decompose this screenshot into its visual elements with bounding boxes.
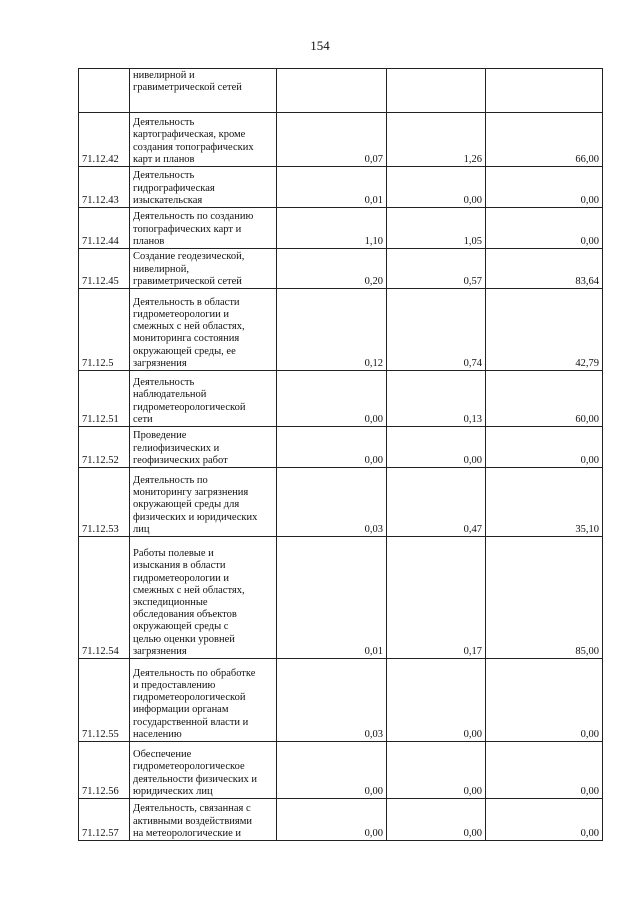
value-cell-1: 0,00 (277, 742, 387, 799)
value-cell-2 (387, 69, 486, 113)
table-row (79, 659, 603, 742)
description-line: юридических лиц (133, 785, 213, 797)
okved-code-cell (79, 69, 130, 113)
table-row (79, 113, 603, 167)
activity-description-cell (130, 371, 277, 427)
value-cell-1: 0,01 (277, 167, 387, 208)
table-row (79, 167, 603, 208)
value-cell-3: 42,79 (486, 289, 603, 371)
description-line: гравиметрической сетей (133, 275, 242, 287)
description-line: изыскательская (133, 194, 203, 206)
description-line: Деятельность (133, 117, 195, 129)
value-cell-2: 0,00 (387, 799, 486, 841)
description-line: загрязнения (133, 645, 187, 657)
okved-code-cell: 71.12.56 (79, 742, 130, 799)
value-cell-1: 0,00 (277, 427, 387, 468)
description-line: мониторинга состояния (133, 333, 240, 345)
value-cell-3: 0,00 (486, 659, 603, 742)
value-cell-2: 0,00 (387, 167, 486, 208)
description-line: Деятельность (133, 377, 195, 389)
value-cell-3: 0,00 (486, 167, 603, 208)
value-cell-2: 1,26 (387, 113, 486, 167)
value-cell-2: 0,57 (387, 249, 486, 289)
value-cell-3: 0,00 (486, 427, 603, 468)
description-line: окружающей среды для (133, 499, 240, 511)
table-row (79, 742, 603, 799)
value-cell-2: 0,74 (387, 289, 486, 371)
description-line: смежных с ней областях, (133, 321, 245, 333)
activity-description-cell (130, 167, 277, 208)
value-cell-1: 0,07 (277, 113, 387, 167)
description-line: Деятельность в области (133, 296, 240, 308)
value-cell-2: 0,47 (387, 468, 486, 537)
value-cell-2: 0,00 (387, 659, 486, 742)
okved-code-cell: 71.12.52 (79, 427, 130, 468)
description-line: Деятельность по (133, 474, 208, 486)
value-cell-3 (486, 69, 603, 113)
description-line: окружающей среды с (133, 621, 229, 633)
description-line: загрязнения (133, 357, 187, 369)
description-line: геофизических работ (133, 454, 228, 466)
value-cell-2: 1,05 (387, 208, 486, 249)
description-line: смежных с ней областях, (133, 584, 245, 596)
value-cell-2: 0,00 (387, 427, 486, 468)
okved-code-cell: 71.12.5 (79, 289, 130, 371)
okved-code-cell: 71.12.57 (79, 799, 130, 841)
description-line: Деятельность по созданию (133, 211, 254, 223)
okved-code-cell: 71.12.51 (79, 371, 130, 427)
description-line: государственной власти и (133, 716, 249, 728)
description-line: Работы полевые и (133, 548, 214, 560)
activity-description-cell (130, 113, 277, 167)
table-row (79, 289, 603, 371)
table-row (79, 249, 603, 289)
classification-table (78, 68, 603, 841)
description-line: гравиметрической сетей (133, 82, 242, 94)
description-line: обследования объектов (133, 609, 237, 621)
description-line: информации органам (133, 704, 229, 716)
value-cell-2: 0,17 (387, 537, 486, 659)
value-cell-2: 0,13 (387, 371, 486, 427)
description-line: Деятельность по обработке (133, 667, 256, 679)
table-row (79, 371, 603, 427)
activity-description-cell (130, 249, 277, 289)
value-cell-1: 0,00 (277, 799, 387, 841)
description-line: карт и планов (133, 153, 195, 165)
description-line: гидрометеорологии и (133, 572, 230, 584)
description-line: гидрографическая (133, 182, 215, 194)
value-cell-3: 85,00 (486, 537, 603, 659)
table-row (79, 799, 603, 841)
description-line: активными воздействиями (133, 815, 252, 827)
value-cell-3: 60,00 (486, 371, 603, 427)
value-cell-2: 0,00 (387, 742, 486, 799)
value-cell-1: 0,00 (277, 371, 387, 427)
value-cell-1 (277, 69, 387, 113)
page-number: 154 (310, 38, 330, 53)
description-line: нивелирной и (133, 70, 195, 81)
description-line: гидрометеорологии и (133, 308, 230, 320)
description-line: картографическая, кроме (133, 129, 246, 141)
activity-description-cell (130, 69, 277, 113)
description-line: планов (133, 235, 165, 247)
table-row (79, 69, 603, 113)
description-line: гидрометеорологической (133, 401, 246, 413)
description-line: Создание геодезической, (133, 251, 245, 263)
okved-code-cell: 71.12.53 (79, 468, 130, 537)
activity-description-cell (130, 537, 277, 659)
okved-code-cell: 71.12.54 (79, 537, 130, 659)
description-line: создания топографических (133, 141, 254, 153)
value-cell-1: 0,20 (277, 249, 387, 289)
description-line: населению (133, 728, 182, 740)
description-line: деятельности физических и (133, 773, 258, 785)
description-line: окружающей среды, ее (133, 345, 236, 357)
okved-code-cell: 71.12.42 (79, 113, 130, 167)
activity-description-cell (130, 742, 277, 799)
value-cell-3: 0,00 (486, 208, 603, 249)
description-line: физических и юридических (133, 511, 258, 523)
description-line: нивелирной, (133, 263, 190, 275)
description-line: Обеспечение (133, 749, 192, 761)
description-line: гидрометеорологической (133, 692, 246, 704)
okved-code-cell: 71.12.44 (79, 208, 130, 249)
description-line: Проведение (133, 430, 187, 442)
okved-code-cell: 71.12.45 (79, 249, 130, 289)
value-cell-3: 0,00 (486, 742, 603, 799)
description-line: Деятельность (133, 170, 195, 182)
description-line: экспедиционные (133, 596, 208, 608)
description-line: гидрометеорологическое (133, 761, 245, 773)
table-row (79, 427, 603, 468)
value-cell-3: 0,00 (486, 799, 603, 841)
activity-description-cell (130, 659, 277, 742)
value-cell-1: 0,03 (277, 659, 387, 742)
description-line: наблюдательной (133, 389, 207, 401)
okved-code-cell: 71.12.55 (79, 659, 130, 742)
value-cell-1: 0,01 (277, 537, 387, 659)
activity-description-cell (130, 468, 277, 537)
description-line: целью оценки уровней (133, 633, 235, 645)
table-row (79, 468, 603, 537)
table-row (79, 537, 603, 659)
description-line: на метеорологические и (133, 827, 241, 839)
activity-description-cell (130, 289, 277, 371)
description-line: изыскания в области (133, 560, 226, 572)
value-cell-1: 0,12 (277, 289, 387, 371)
activity-description-cell (130, 799, 277, 841)
value-cell-1: 0,03 (277, 468, 387, 537)
value-cell-3: 66,00 (486, 113, 603, 167)
okved-code-cell: 71.12.43 (79, 167, 130, 208)
value-cell-3: 35,10 (486, 468, 603, 537)
description-line: лиц (133, 523, 150, 535)
value-cell-1: 1,10 (277, 208, 387, 249)
activity-description-cell (130, 208, 277, 249)
description-line: сети (133, 413, 153, 425)
table-row (79, 208, 603, 249)
description-line: Деятельность, связанная с (133, 803, 251, 815)
table-body (79, 69, 603, 841)
value-cell-3: 83,64 (486, 249, 603, 289)
description-line: гелиофизических и (133, 442, 220, 454)
description-line: и предоставлению (133, 679, 216, 691)
description-line: мониторингу загрязнения (133, 487, 249, 499)
description-line: топографических карт и (133, 223, 242, 235)
activity-description-cell (130, 427, 277, 468)
